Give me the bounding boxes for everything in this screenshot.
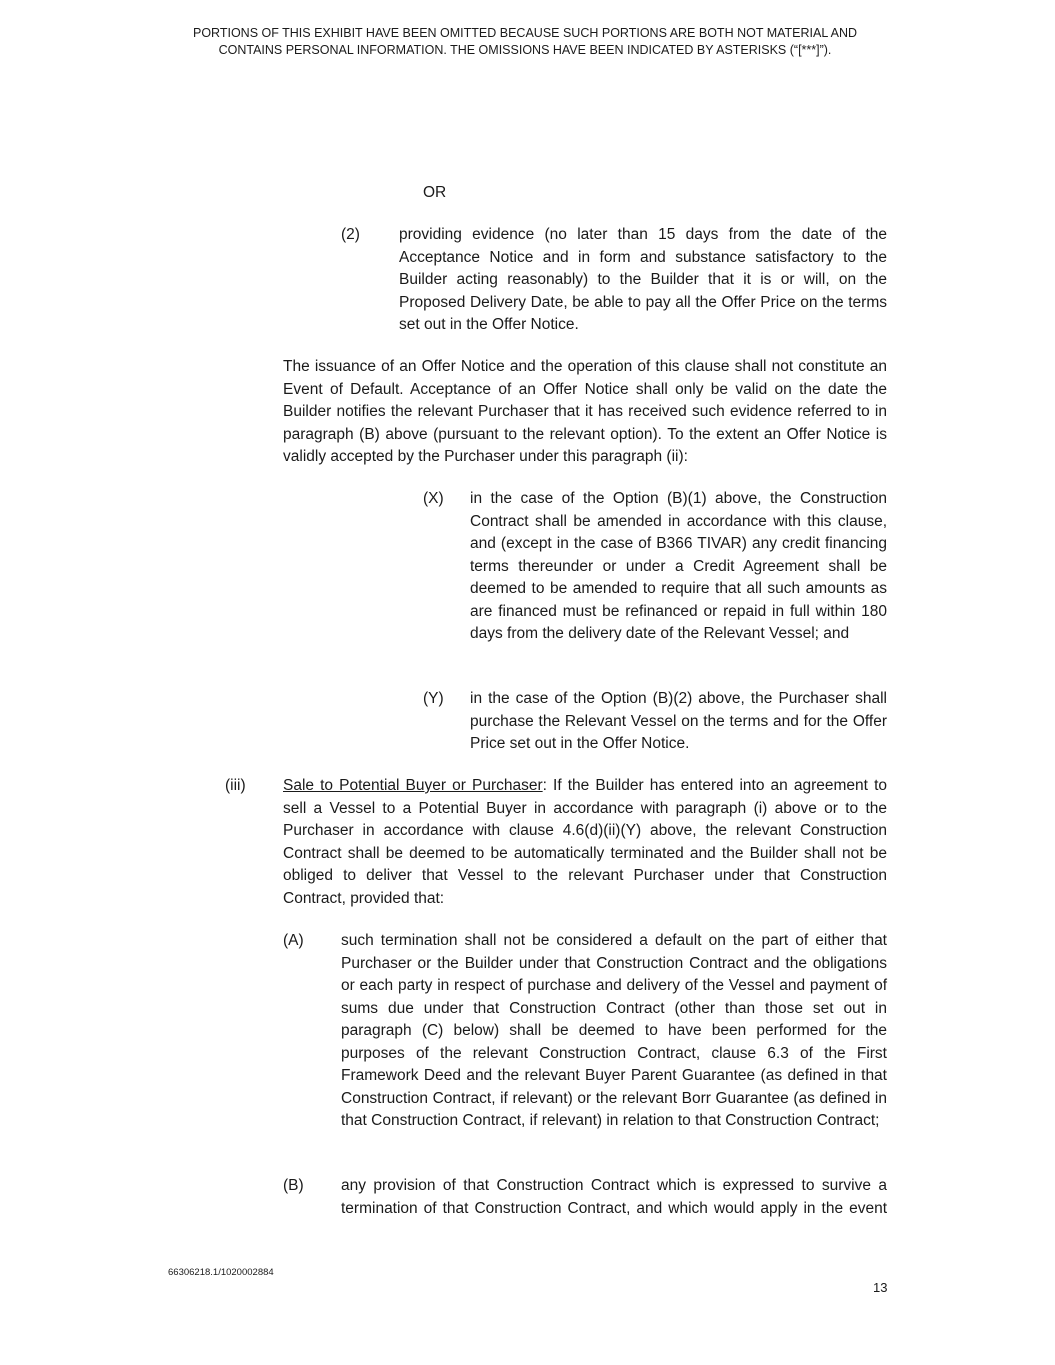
item-iii-text: [283, 775, 887, 910]
item-y-text: in the case of the Option (B)(2) above, the Purchaser shall purchase the Relevant Vessel on the terms and for the Offer Price set out in the Offer Notice.: [470, 690, 887, 752]
item-y-label: (Y): [423, 690, 444, 707]
item-b-label: (B): [283, 1177, 304, 1194]
item-x-text: in the case of the Option (B)(1) above, the Construction Contract shall be amended in accordance with this clause, and (except in the case of B366 TIVAR) any credit financing terms thereunder or under a Credit Agreement shall be deemed to be amended to require that all such amounts as are financed must be refinanced or repaid in full within 180 days from the delivery date of the Relevant Vessel; and: [470, 490, 887, 642]
item-2-label: (2): [341, 226, 360, 243]
page-number: 13: [873, 1280, 888, 1295]
item-b-text: any provision of that Construction Contract which is expressed to survive a termination of that Construction Contract, and which would apply in the event: [341, 1177, 887, 1217]
item-2-text: providing evidence (no later than 15 days from the date of the Acceptance Notice and in form and substance satisfactory to the Builder acting reasonably) to the Builder that it is or will, on the Proposed Delivery Date, be able to pay all the Offer Price on the terms set out in the Offer Notice.: [399, 226, 887, 333]
item-a-text: such termination shall not be considered a default on the part of either that Purchaser or the Builder under that Construction Contract and the obligations or each party in respect of purchase and delivery of the Vessel and payment of sums due under that Construction Contract (other than those set out in paragraph (C) below) shall be deemed to have been performed for the purposes of the relevant Construction Contract, clause 6.3 of the First Framework Deed and the relevant Buyer Parent Guarantee (as defined in that Construction Contract, if relevant) or the relevant Borr Guarantee (as defined in that Construction Contract, if relevant) in relation to that Construction Contract;: [341, 932, 887, 1129]
header-line-1: PORTIONS OF THIS EXHIBIT HAVE BEEN OMITTED BECAUSE SUCH PORTIONS ARE BOTH NOT MATERIAL AND: [192, 26, 857, 40]
confidentiality-header: [150, 25, 900, 59]
paragraph-issuance: The issuance of an Offer Notice and the operation of this clause shall not constitute an Event of Default. Acceptance of an Offer Notice shall only be valid on the date the Builder notifies the relevant Purchaser that it has received such evidence referred to in paragraph (B) above (pursuant to the relevant option). To the extent an Offer Notice is validly accepted by the Purchaser under this paragraph (ii):: [283, 358, 887, 465]
document-reference: 66306218.1/1020002884: [168, 1267, 274, 1278]
or-label: OR: [423, 184, 447, 201]
item-x-label: (X): [423, 490, 444, 507]
item-iii-label: (iii): [225, 777, 246, 794]
item-iii-heading: Sale to Potential Buyer or Purchaser: [283, 777, 543, 794]
item-iii-body: : If the Builder has entered into an agreement to sell a Vessel to a Potential Buyer in accordance with paragraph (i) above or to the Purchaser in accordance with clause 4.6(d)(ii)(Y) above, the relevant Construction Contract shall be deemed to be automatically terminated and the Builder shall not be obliged to deliver that Vessel to the relevant Purchaser under that Construction Contract, provided that:: [283, 777, 887, 907]
item-a-label: (A): [283, 932, 304, 949]
header-line-2: CONTAINS PERSONAL INFORMATION. THE OMISSIONS HAVE BEEN INDICATED BY ASTERISKS (“[***]”).: [218, 43, 832, 57]
